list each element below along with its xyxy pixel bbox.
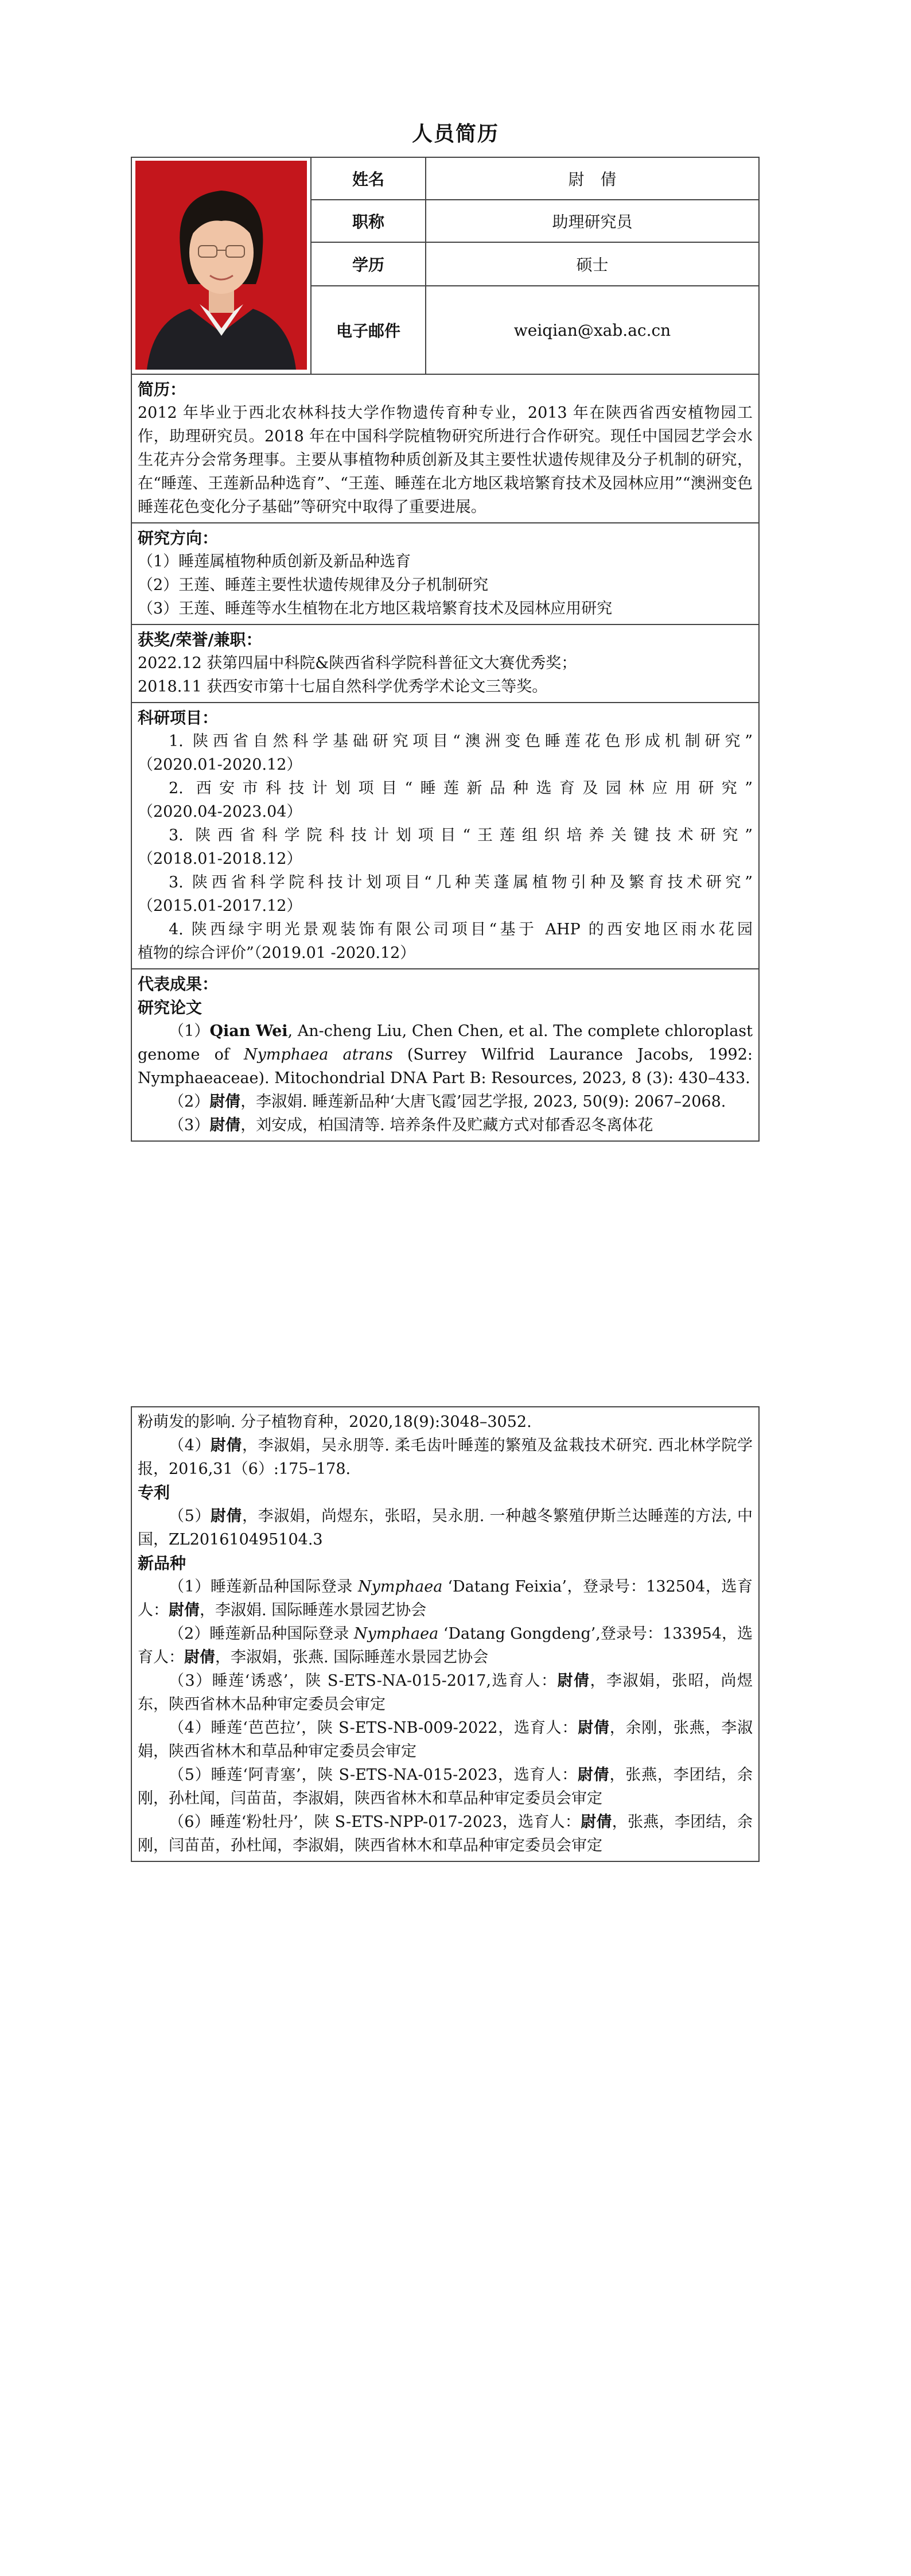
paper-text: (Surrey Wilfrid Laurance Jacobs, 1992: Nymphaeaceae). Mitochondrial DNA Part B: Resources, 2023, 8 (3): 430–433. xyxy=(138,1046,753,1087)
project-period: （2018.01-2018.12） xyxy=(138,850,302,868)
variety-text: 睡莲新品种国际登录 xyxy=(210,1578,358,1596)
variety-number: （3） xyxy=(169,1672,212,1690)
paper-entry xyxy=(138,1019,753,1090)
research-heading: 研究方向： xyxy=(138,529,219,548)
project-title: 3. 陕西省科学院科技计划项目“王莲组织培养关键技术研究” xyxy=(169,827,753,844)
variety-text: ，李淑娟，张昭，尚煜东，陕西省林木品种审定委员会审定 xyxy=(138,1672,753,1713)
results-section xyxy=(132,969,758,1140)
variety-author-highlight: 尉倩 xyxy=(169,1601,200,1619)
variety-text: 睡莲‘芭芭拉’，陕 S-ETS-NB-009-2022，选育人： xyxy=(211,1719,578,1737)
variety-author-highlight: 尉倩 xyxy=(581,1813,612,1831)
variety-entry xyxy=(138,1669,753,1716)
research-item: （3）王莲、睡莲等水生植物在北方地区栽培繁育技术及园林应用研究 xyxy=(138,600,613,618)
project-title: 1. 陕西省自然科学基础研究项目“澳洲变色睡莲花色形成机制研究” xyxy=(169,732,753,750)
variety-number: （4） xyxy=(169,1719,211,1737)
paper-author-highlight: 尉倩 xyxy=(209,1093,241,1111)
variety-text: 睡莲‘粉牡丹’，陕 S-ETS-NPP-017-2023，选育人： xyxy=(210,1813,581,1831)
variety-number: （6） xyxy=(169,1813,211,1831)
variety-author-highlight: 尉倩 xyxy=(184,1648,215,1666)
variety-text: ‘Datang Feixia’，登录号：132504，选育人： xyxy=(138,1578,753,1619)
projects-section xyxy=(132,703,758,969)
variety-text: ‘Datang Gongdeng’,登录号：133954，选育人： xyxy=(138,1625,753,1666)
variety-entry xyxy=(138,1575,753,1622)
paper-number: （3） xyxy=(169,1116,210,1134)
project-period: 植物的综合评价”（2019.01 -2020.12） xyxy=(138,944,416,962)
variety-text: 睡莲‘阿青塞’，陕 S-ETS-NA-015-2023，选育人： xyxy=(211,1766,578,1784)
project-period: （2015.01-2017.12） xyxy=(138,897,302,915)
paper-entry xyxy=(138,1434,753,1481)
variety-text: ，李淑娟. 国际睡莲水景园艺协会 xyxy=(200,1601,427,1619)
patent-text: ，李淑娟，尚煜东，张昭，吴永朋. 一种越冬繁殖伊斯兰达睡莲的方法, 中国，ZL201610495104.3 xyxy=(138,1507,753,1549)
variety-entry xyxy=(138,1716,753,1763)
awards-heading: 获奖/荣誉/兼职： xyxy=(138,630,262,649)
patent-author-highlight: 尉倩 xyxy=(210,1507,243,1525)
variety-genus: Nymphaea xyxy=(357,1578,443,1596)
paper-author-highlight: Qian Wei xyxy=(209,1022,288,1040)
paper-entry xyxy=(138,1114,753,1137)
title-value: 助理研究员 xyxy=(552,212,633,231)
papers-heading: 研究论文 xyxy=(138,998,203,1017)
resume-table-page-1 xyxy=(131,157,760,1142)
variety-text: ，李淑娟，张燕. 国际睡莲水景园艺协会 xyxy=(215,1648,489,1666)
resume-table-page-2 xyxy=(131,1406,760,1862)
field-row-name xyxy=(312,158,758,200)
research-section xyxy=(132,523,758,625)
bio-text: 2012 年毕业于西北农林科技大学作物遗传育种专业，2013 年在陕西省西安植物园工作，助理研究员。2018 年在中国科学院植物研究所进行合作研究。现任中国园艺学会水生花卉分会常务理事。主要从事植物种质创新及其主要性状遗传规律及分子机制的研究，在“睡莲、王莲新品种选育”、“王莲、睡莲在北方地区栽培繁育技术及园林应用”“澳洲变色睡莲花色变化分子基础”等研究中取得了重要进展。 xyxy=(138,404,753,516)
varieties-heading: 新品种 xyxy=(138,1554,186,1573)
variety-genus: Nymphaea xyxy=(353,1625,439,1643)
field-row-title xyxy=(312,200,758,243)
paper-text: , An-cheng Liu, Chen Chen, et al. The complete chloroplast genome of xyxy=(138,1022,753,1064)
variety-number: （2） xyxy=(169,1625,210,1643)
bio-section xyxy=(132,375,758,523)
page-title: 人员简历 xyxy=(411,122,499,146)
name-value: 尉 倩 xyxy=(568,170,617,189)
paper-entry xyxy=(138,1090,753,1114)
variety-text: ，张燕，李团结，余刚，闫苗苗，孙杜闻，李淑娟，陕西省林木和草品种审定委员会审定 xyxy=(138,1813,753,1855)
email-value[interactable]: weiqian@xab.ac.cn xyxy=(513,320,671,340)
paper-continuation: 粉萌发的影响. 分子植物育种，2020,18(9):3048–3052. xyxy=(138,1413,532,1431)
variety-author-highlight: 尉倩 xyxy=(578,1719,610,1737)
results-heading: 代表成果： xyxy=(138,975,219,994)
paper-number: （2） xyxy=(169,1093,210,1111)
project-period: （2020.01-2020.12） xyxy=(138,756,302,774)
paper-author-highlight: 尉倩 xyxy=(209,1116,241,1134)
portrait-photo xyxy=(135,161,307,370)
variety-text: 睡莲新品种国际登录 xyxy=(209,1625,354,1643)
email-label: 电子邮件 xyxy=(312,286,426,374)
patent-number: （5） xyxy=(169,1507,211,1525)
education-label: 学历 xyxy=(312,243,426,285)
research-item: （1）睡莲属植物种质创新及新品种选育 xyxy=(138,553,411,571)
profile-header-row xyxy=(132,158,758,375)
award-item: 2018.11 获西安市第十七届自然科学优秀学术论文三等奖。 xyxy=(138,678,548,696)
paper-author-highlight: 尉倩 xyxy=(210,1437,243,1454)
variety-entry xyxy=(138,1622,753,1669)
variety-text: 睡莲‘诱惑’，陕 S-ETS-NA-015-2017,选育人： xyxy=(212,1672,558,1690)
patent-heading: 专利 xyxy=(138,1483,170,1502)
variety-entry xyxy=(138,1810,753,1857)
variety-author-highlight: 尉倩 xyxy=(577,1766,610,1784)
paper-number: （4） xyxy=(169,1437,211,1454)
variety-number: （5） xyxy=(169,1766,211,1784)
project-period: （2020.04-2023.04） xyxy=(138,803,302,821)
project-title: 3. 陕西省科学院科技计划项目“几种芙蓬属植物引种及繁育技术研究” xyxy=(169,874,753,891)
bio-heading: 简历： xyxy=(138,380,186,399)
field-row-email xyxy=(312,286,758,374)
paper-number: （1） xyxy=(169,1022,210,1040)
awards-section xyxy=(132,625,758,703)
project-title: 2. 西安市科技计划项目“睡莲新品种选育及园林应用研究” xyxy=(169,779,753,797)
photo-cell xyxy=(132,158,312,374)
paper-text: ，李淑娟. 睡莲新品种‘大唐飞霞’园艺学报, 2023, 50(9): 2067–2068. xyxy=(240,1093,726,1111)
variety-author-highlight: 尉倩 xyxy=(557,1672,590,1690)
projects-heading: 科研项目： xyxy=(138,708,219,727)
project-title: 4. 陕西绿宇明光景观装饰有限公司项目“基于 AHP 的西安地区雨水花园 xyxy=(169,921,753,938)
variety-text: ，张燕，李团结，余刚，孙杜闻，闫苗苗，李淑娟，陕西省林木和草品种审定委员会审定 xyxy=(138,1766,753,1807)
award-item: 2022.12 获第四届中科院&陕西省科学院科普征文大赛优秀奖； xyxy=(138,654,577,672)
name-label: 姓名 xyxy=(312,158,426,199)
paper-species: Nymphaea atrans xyxy=(244,1046,393,1064)
variety-entry xyxy=(138,1763,753,1810)
title-label: 职称 xyxy=(312,200,426,242)
variety-number: （1） xyxy=(169,1578,211,1596)
paper-text: ，刘安成，柏国清等. 培养条件及贮藏方式对郁香忍冬离体花 xyxy=(240,1116,653,1134)
education-value: 硕士 xyxy=(576,255,609,274)
results-section-continued xyxy=(132,1407,758,1861)
paper-text: ，李淑娟，吴永朋等. 柔毛齿叶睡莲的繁殖及盆栽技术研究. 西北林学院学报，2016,31（6）:175–178. xyxy=(138,1437,753,1478)
field-row-education xyxy=(312,243,758,286)
patent-entry xyxy=(138,1504,753,1551)
profile-fields xyxy=(312,158,758,374)
variety-text: ，余刚，张燕，李淑娟，陕西省林木和草品种审定委员会审定 xyxy=(138,1719,753,1760)
research-item: （2）王莲、睡莲主要性状遗传规律及分子机制研究 xyxy=(138,576,489,594)
